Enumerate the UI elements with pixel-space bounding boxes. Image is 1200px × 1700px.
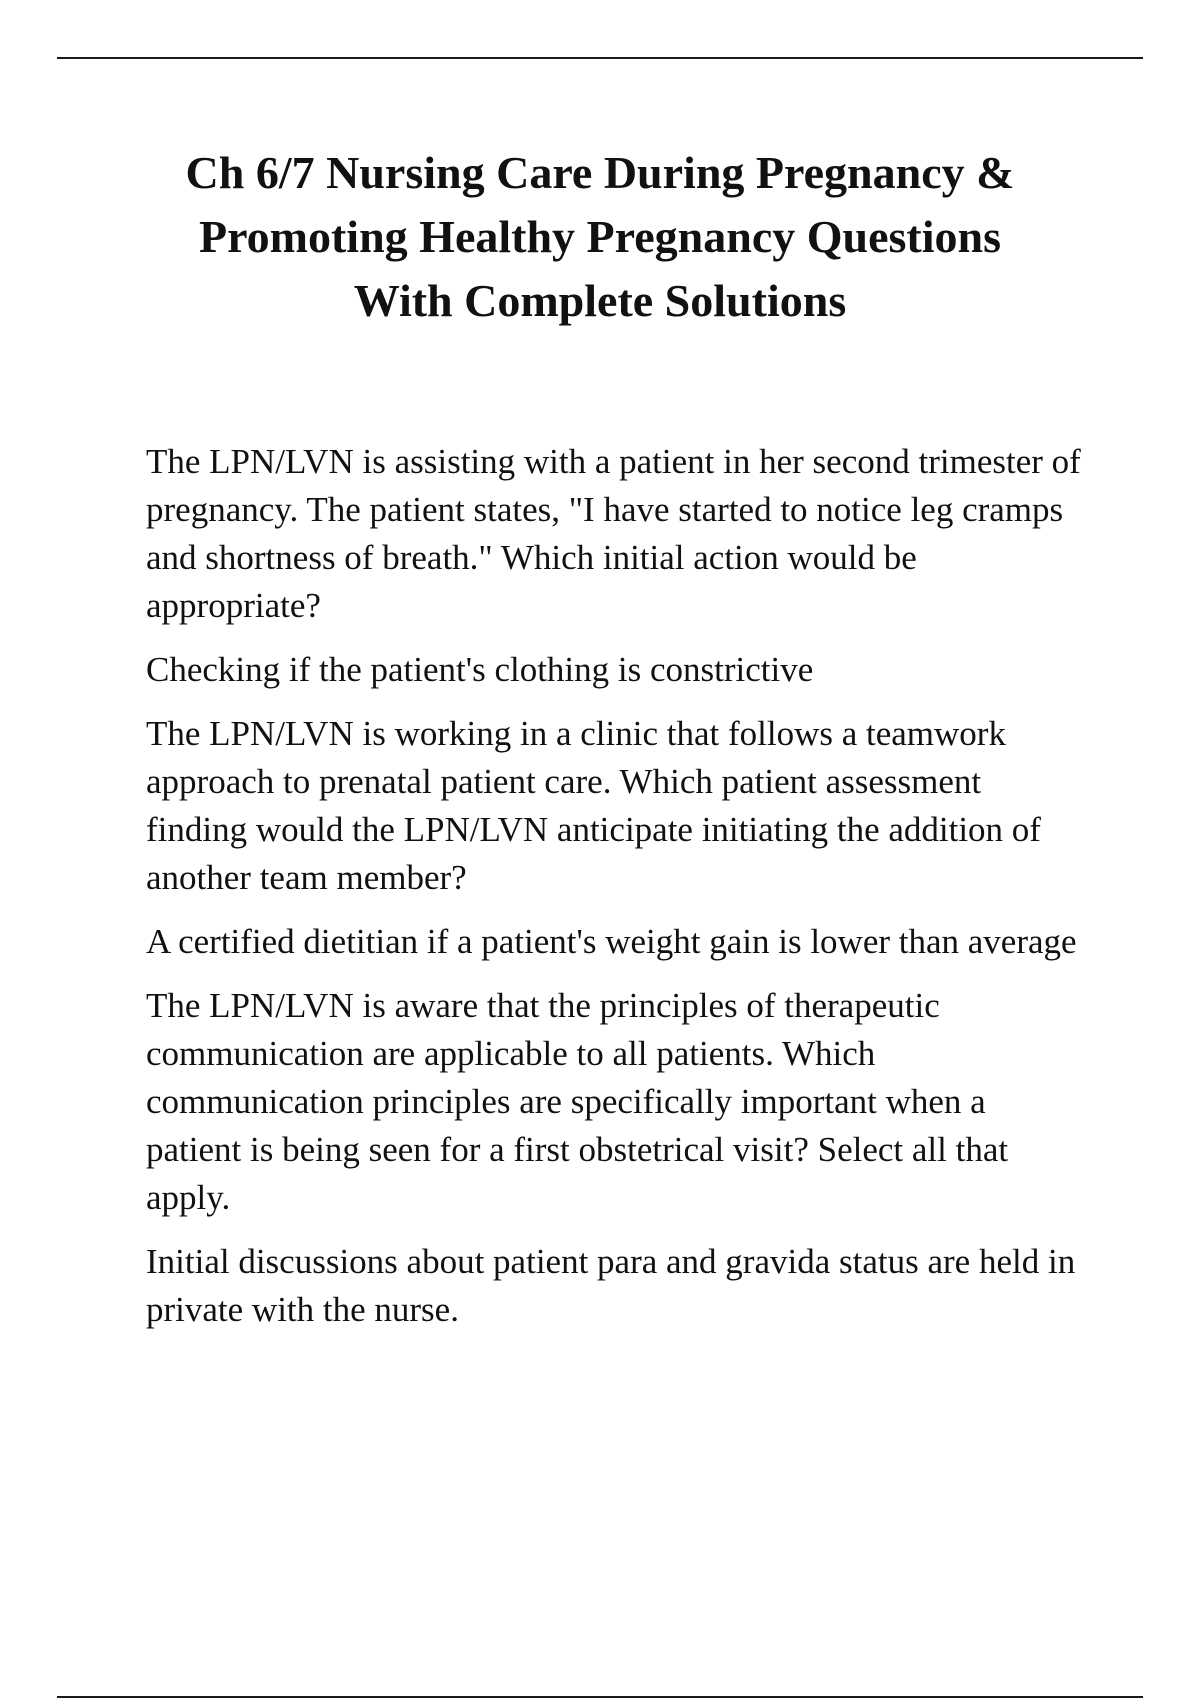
title-line: Ch 6/7 Nursing Care During Pregnancy & [185, 147, 1015, 198]
answer-text: A certified dietitian if a patient's weight gain is lower than average [146, 922, 1077, 961]
title-line: Promoting Healthy Pregnancy Questions [198, 211, 1001, 262]
answer-text: Checking if the patient's clothing is constrictive [146, 650, 814, 689]
answer-text: Initial discussions about patient para and gravida status are held in private with the nurse. [146, 1242, 1076, 1329]
question-text: The LPN/LVN is aware that the principles of therapeutic communication are applicable to all patients. Which communication principles are specifically important when a patient is being seen for a first obstetrical visit? Select all that apply. [146, 986, 1009, 1217]
question-text: The LPN/LVN is assisting with a patient in her second trimester of pregnancy. The patient states, "I have started to notice leg cramps and shortness of breath." Which initial action would be appropriate? [146, 442, 1081, 625]
document-title [100, 141, 1100, 333]
question-text: The LPN/LVN is working in a clinic that follows a teamwork approach to prenatal patient care. Which patient assessment finding would the LPN/LVN anticipate initiating the addition of another team member? [146, 714, 1041, 897]
qa-content [146, 438, 1086, 1350]
top-rule [57, 57, 1143, 59]
bottom-rule [57, 1696, 1143, 1698]
title-line: With Complete Solutions [353, 275, 847, 326]
